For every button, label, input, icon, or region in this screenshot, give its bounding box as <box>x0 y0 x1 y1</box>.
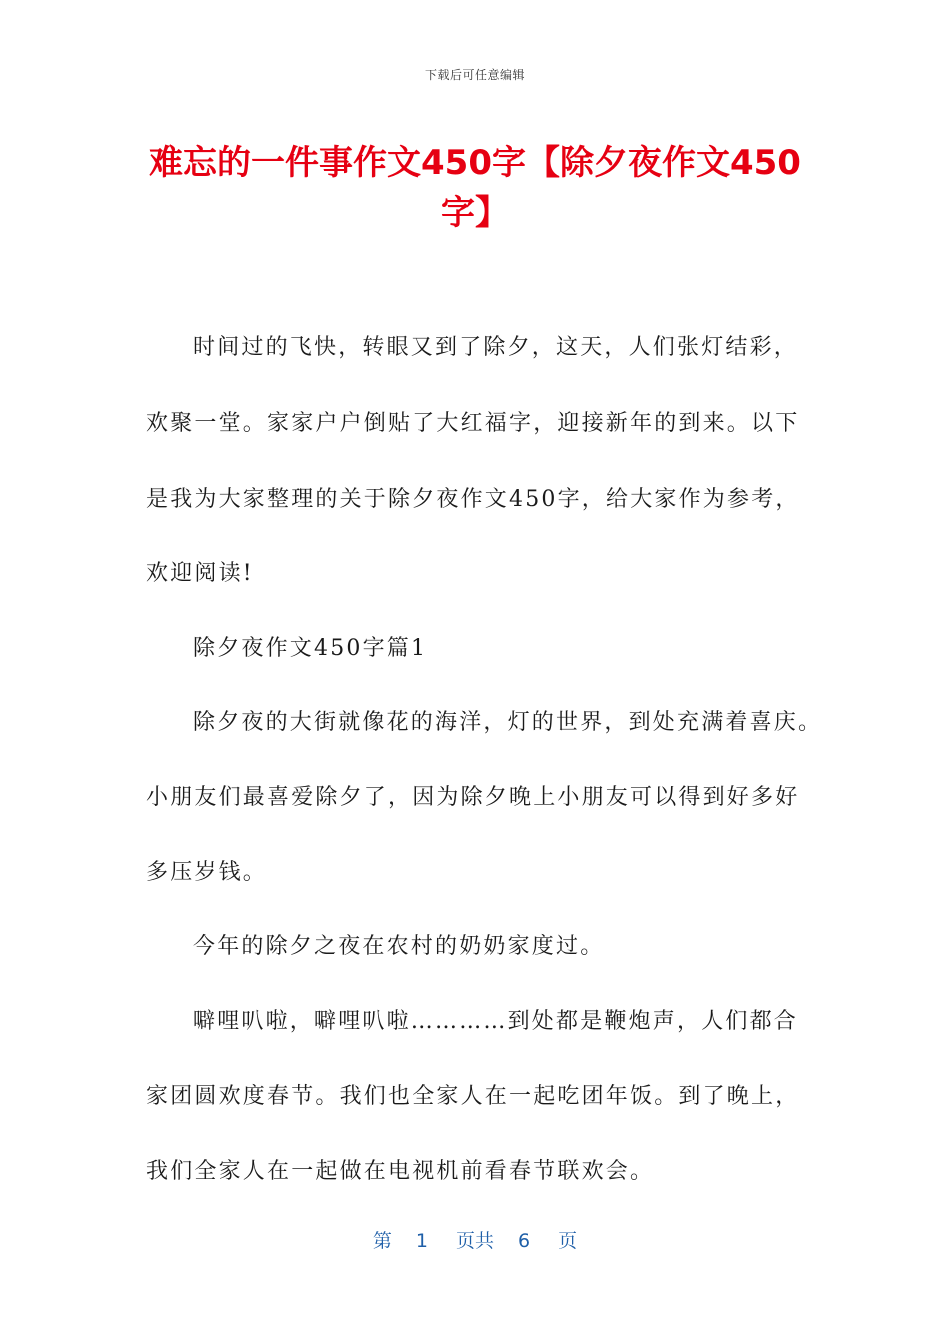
paragraph-1-line-2: 欢聚一堂。家家户户倒贴了大红福字，迎接新年的到来。以下 <box>146 411 800 436</box>
paragraph-3-line-1: 除夕夜的大街就像花的海洋，灯的世界，到处充满着喜庆。 <box>193 710 823 735</box>
paragraph-1-line-1: 时间过的飞快，转眼又到了除夕，这天，人们张灯结彩， <box>193 335 799 360</box>
footer-total-pages: 6 <box>518 1230 531 1252</box>
footer-mid: 页共 <box>455 1230 494 1252</box>
page-footer <box>0 1226 950 1253</box>
header-note: 下载后可任意编辑 <box>424 68 525 82</box>
footer-current-page: 1 <box>415 1230 428 1252</box>
paragraph-5-line-2: 家团圆欢度春节。我们也全家人在一起吃团年饭。到了晚上， <box>146 1084 800 1109</box>
document-title: 难忘的一件事作文450字【除夕夜作文450字】 <box>149 143 801 233</box>
paragraph-3-line-2: 小朋友们最喜爱除夕了，因为除夕晚上小朋友可以得到好多好 <box>146 785 800 810</box>
paragraph-4-line-1: 今年的除夕之夜在农村的奶奶家度过。 <box>193 934 605 959</box>
paragraph-5-line-3: 我们全家人在一起做在电视机前看春节联欢会。 <box>146 1159 655 1184</box>
paragraph-1-line-4: 欢迎阅读! <box>146 561 254 586</box>
paragraph-5-line-1: 噼哩叭啦，噼哩叭啦…………到处都是鞭炮声，人们都合 <box>193 1009 799 1034</box>
footer-suffix: 页 <box>558 1230 578 1252</box>
paragraph-1-line-3: 是我为大家整理的关于除夕夜作文450字，给大家作为参考， <box>146 487 800 512</box>
footer-prefix: 第 <box>372 1230 392 1252</box>
section-heading: 除夕夜作文450字篇1 <box>193 636 428 661</box>
paragraph-3-line-3: 多压岁钱。 <box>146 860 268 885</box>
